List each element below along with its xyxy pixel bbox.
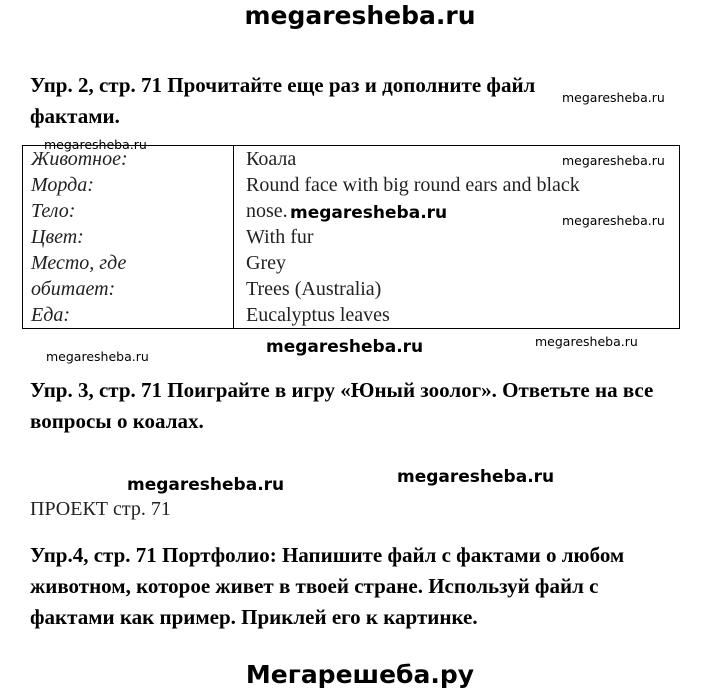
- fact-label: обитает:: [23, 276, 234, 302]
- fact-label: Место, где: [23, 250, 234, 276]
- exercise-2-heading: Упр. 2, стр. 71 Прочитайте еще раз и дополните файл фактами.: [30, 73, 536, 128]
- table-row: [23, 276, 680, 302]
- fact-value: Round face with big round ears and black: [246, 174, 580, 196]
- fact-label: Животное:: [23, 146, 234, 173]
- watermark: megaresheba.ru: [46, 349, 149, 364]
- watermark: megaresheba.ru: [562, 153, 665, 168]
- watermark: megaresheba.ru: [562, 90, 665, 105]
- fact-value: Eucalyptus leaves: [246, 304, 390, 326]
- fact-label: Цвет:: [23, 224, 234, 250]
- watermark: megaresheba.ru: [290, 203, 448, 223]
- fact-value: Trees (Australia): [246, 278, 382, 300]
- fact-table: [22, 145, 680, 329]
- site-title: megaresheba.ru: [244, 1, 476, 30]
- footer-site-title: Мегарешеба.ру: [245, 660, 475, 689]
- watermark: megaresheba.ru: [127, 475, 285, 495]
- project-label: ПРОЕКТ стр. 71: [30, 498, 171, 520]
- fact-label: Морда:: [23, 172, 234, 198]
- watermark: megaresheba.ru: [562, 213, 665, 228]
- watermark: megaresheba.ru: [44, 137, 147, 152]
- table-row: [23, 172, 680, 198]
- watermark: megaresheba.ru: [397, 467, 555, 487]
- fact-value: nose.: [246, 200, 288, 222]
- fact-value: Grey: [246, 252, 286, 274]
- watermark: megaresheba.ru: [535, 334, 638, 349]
- exercise-3-text: Упр. 3, стр. 71 Поиграйте в игру «Юный зоолог». Ответьте на все вопросы о коалах.: [30, 378, 654, 433]
- fact-label: Еда:: [23, 302, 234, 329]
- fact-value: With fur: [246, 226, 314, 248]
- table-row: [23, 250, 680, 276]
- fact-label: Тело:: [23, 198, 234, 224]
- fact-value: Коала: [246, 148, 297, 170]
- table-row: [23, 302, 680, 329]
- exercise-4-text: Упр.4, стр. 71 Портфолио: Напишите файл с фактами о любом животном, которое живет в твоей стране. Используй файл с фактами как пример. Приклей его к картинке.: [30, 543, 625, 629]
- watermark: megaresheba.ru: [266, 337, 424, 357]
